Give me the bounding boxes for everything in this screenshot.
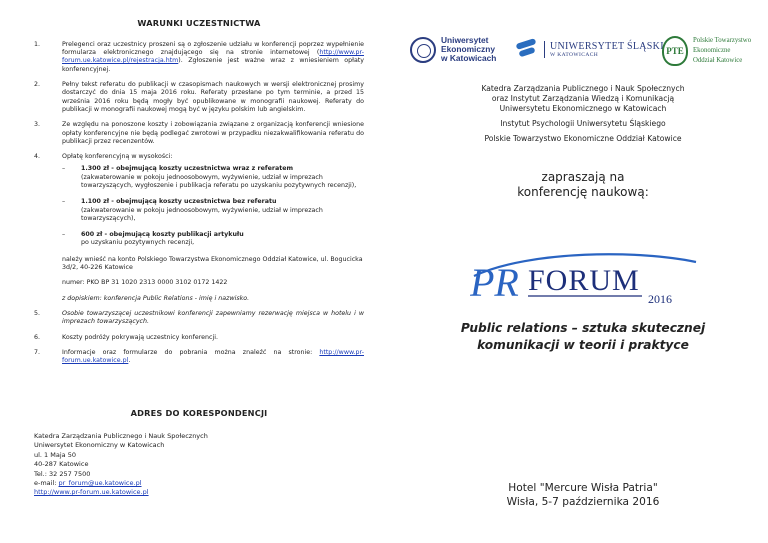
registration-link[interactable]: http://www.pr-forum.ue.katowice.pl/rejestracja.htm [62,49,364,65]
condition-item-5 [34,310,364,327]
condition-item-7 [34,349,364,366]
us-logo-line: W KATOWICACH [550,51,599,58]
fee-option-1 [62,165,364,190]
fee-heading: 600 zł - obejmującą koszty publikacji artykułu [81,231,244,239]
item-number: 6. [34,333,41,341]
item-number: 5. [34,309,41,317]
us-logo-line: UNIWERSYTET ŚLĄSKI [550,40,664,52]
ue-logo [410,36,496,64]
us-swoosh-icon [516,40,538,58]
pte-badge-icon: PTE [662,36,688,66]
ue-logo-line: Ekonomiczny [441,44,495,55]
ue-logo-text [441,36,496,64]
item-text: Koszty podróży pokrywają uczestnicy konferencji. [62,333,219,341]
fee-description: (zakwaterowanie w pokoju jednoosobowym, wyżywienie, udział w imprezach towarzyszących), [81,206,323,222]
item-text: Ze względu na ponoszone koszty i zobowiązania związane z organizacją konferencji wniesione opłaty konferencyjne nie będą podlegać zwrotowi w przypadku niezakwalifikowania referatu do publikacji przez recenzentów. [62,121,364,145]
item-text: Opłatę konferencyjną w wysokości: [62,153,173,161]
conference-title-line: Public relations – sztuka skutecznej [460,321,706,335]
fee-option-2 [62,198,364,223]
fee-list [62,165,364,247]
phone-line: Tel.: 32 257 7500 [34,469,91,478]
fee-description: po uzyskaniu pozytywnych recenzji, [81,239,195,247]
item-text-part: Prelegenci oraz uczestnicy proszeni są o zgłoszenie udziału w konferencji poprzez wypełnienie formularza elektronicznego znajdującego się na stronie internetowej ( [62,40,364,57]
fee-body [81,231,364,248]
fee-body [81,198,364,223]
venue-info [398,481,768,510]
pte-logo-line: Ekonomiczne [693,47,731,55]
logo-pr-text: PR [470,260,519,305]
logo-strip [410,36,765,76]
conference-title [398,320,768,354]
us-logo [516,40,664,58]
logo-forum-text: FORUM [528,264,640,297]
item-text-part: ). Zgłoszenie jest ważne wraz z wniesieniem opłaty konferencyjnej. [62,57,364,73]
payment-text: należy wnieść na konto Polskiego Towarzystwa Ekonomicznego Oddział Katowice, ul. Bogucicka 3d/2, 40-226 Katowice [62,255,363,272]
organizer-line: Uniwersytetu Ekonomicznego w Katowicach [499,104,667,113]
item-text: Pełny tekst referatu do publikacji w czasopismach naukowych w wersji elektronicznej prosimy dostarczyć do dnia 15 maja 2016 roku. Referaty przesłane po tym terminie, a przed 15 września 2016 roku będą mogły być opublikowane w monografii naukowej. Referaty do publikacji w monografii naukowej mogą być w języku polskim lub angielskim. [62,81,364,113]
payment-note: z dopiskiem: konferencja Public Relations - imię i nazwisko. [62,294,250,302]
bank-account: numer: PKO BP 31 1020 2313 0000 3102 0172 1422 [62,279,228,287]
venue-date: Wisła, 5-7 października 2016 [506,496,660,509]
conference-title-line: komunikacji w teorii i praktyce [477,338,689,353]
item-text-part: Informacje oraz formularze do pobrania można znaleźć na stronie: [62,348,320,356]
email-link[interactable]: pr_forum@ue.katowice.pl [58,479,142,487]
organizer-line: oraz Instytut Zarządzania Wiedzą i Komunikacją [491,94,675,103]
website-link[interactable]: http://www.pr-forum.ue.katowice.pl [62,348,364,365]
item-text [62,41,364,74]
logo-year-text: 2016 [648,292,672,306]
invitation-text [398,170,768,200]
address-line: Uniwersytet Ekonomiczny w Katowicach [34,441,165,450]
condition-item-6 [34,334,364,342]
address-line: ul. 1 Maja 50 [34,450,76,459]
condition-item-4 [34,153,364,161]
item-text [62,349,364,366]
fee-option-3 [62,231,364,248]
email-label: e-mail: [34,479,59,487]
fee-description: (zakwaterowanie w pokoju jednoosobowym, wyżywienie, udział w imprezach towarzyszących, wygłoszenie i publikacja referatu po uzyskaniu pozytywnych recenzji), [81,173,357,189]
organizer-line: Instytut Psychologii Uniwersytetu Śląskiego [500,119,666,128]
fee-body [81,165,364,190]
ue-seal-icon [410,37,436,63]
item-number: 1. [34,40,41,48]
venue-hotel: Hotel "Mercure Wisła Patria" [508,482,658,494]
cover-panel [398,0,768,543]
item-number: 2. [34,81,41,89]
address-line: 40-287 Katowice [34,460,89,469]
invitation-line: konferencję naukową: [517,185,649,199]
condition-item-2 [34,81,364,114]
dash-bullet: – [62,231,66,239]
pr-forum-logo [470,248,700,308]
email-line [34,479,364,488]
organizer-line: Katedra Zarządzania Publicznego i Nauk Społecznych [481,84,685,93]
item-text: Osobie towarzyszącej uczestnikowi konferencji zapewniamy rezerwację miejsca w hotelu i w imprezach towarzyszących. [62,309,364,326]
item-number: 3. [34,121,41,129]
conditions-title: WARUNKI UCZESTNICTWA [137,18,261,28]
item-text-part: . [128,357,131,365]
item-number: 4. [34,153,41,161]
fee-heading: 1.100 zł - obejmującą koszty uczestnictwa bez referatu [81,198,277,206]
item-number: 7. [34,348,41,356]
address-line: Katedra Zarządzania Publicznego i Nauk Społecznych [34,431,208,440]
dash-bullet: – [62,198,66,206]
address-section [34,408,364,498]
organizer-line: Polskie Towarzystwo Ekonomiczne Oddział Katowice [484,134,682,143]
website-line [34,488,364,497]
conditions-section [34,18,364,372]
ue-logo-line: Uniwersytet [441,35,489,45]
pte-logo-line: Oddział Katowice [693,56,743,64]
address-title: ADRES DO KORESPONDENCJI [130,408,268,418]
pte-logo-text [693,36,751,66]
us-logo-text [544,41,664,58]
pte-logo-line: Polskie Towarzystwo [693,37,752,45]
website-link[interactable]: http://www.pr-forum.ue.katowice.pl [34,488,149,497]
invitation-line: zapraszają na [541,170,625,184]
ue-logo-line: w Katowicach [441,53,497,64]
condition-item-1 [34,41,364,74]
fee-heading: 1.300 zł - obejmującą koszty uczestnictwa wraz z referatem [81,165,294,173]
dash-bullet: – [62,165,66,173]
condition-item-3 [34,121,364,146]
pte-logo [662,36,751,66]
